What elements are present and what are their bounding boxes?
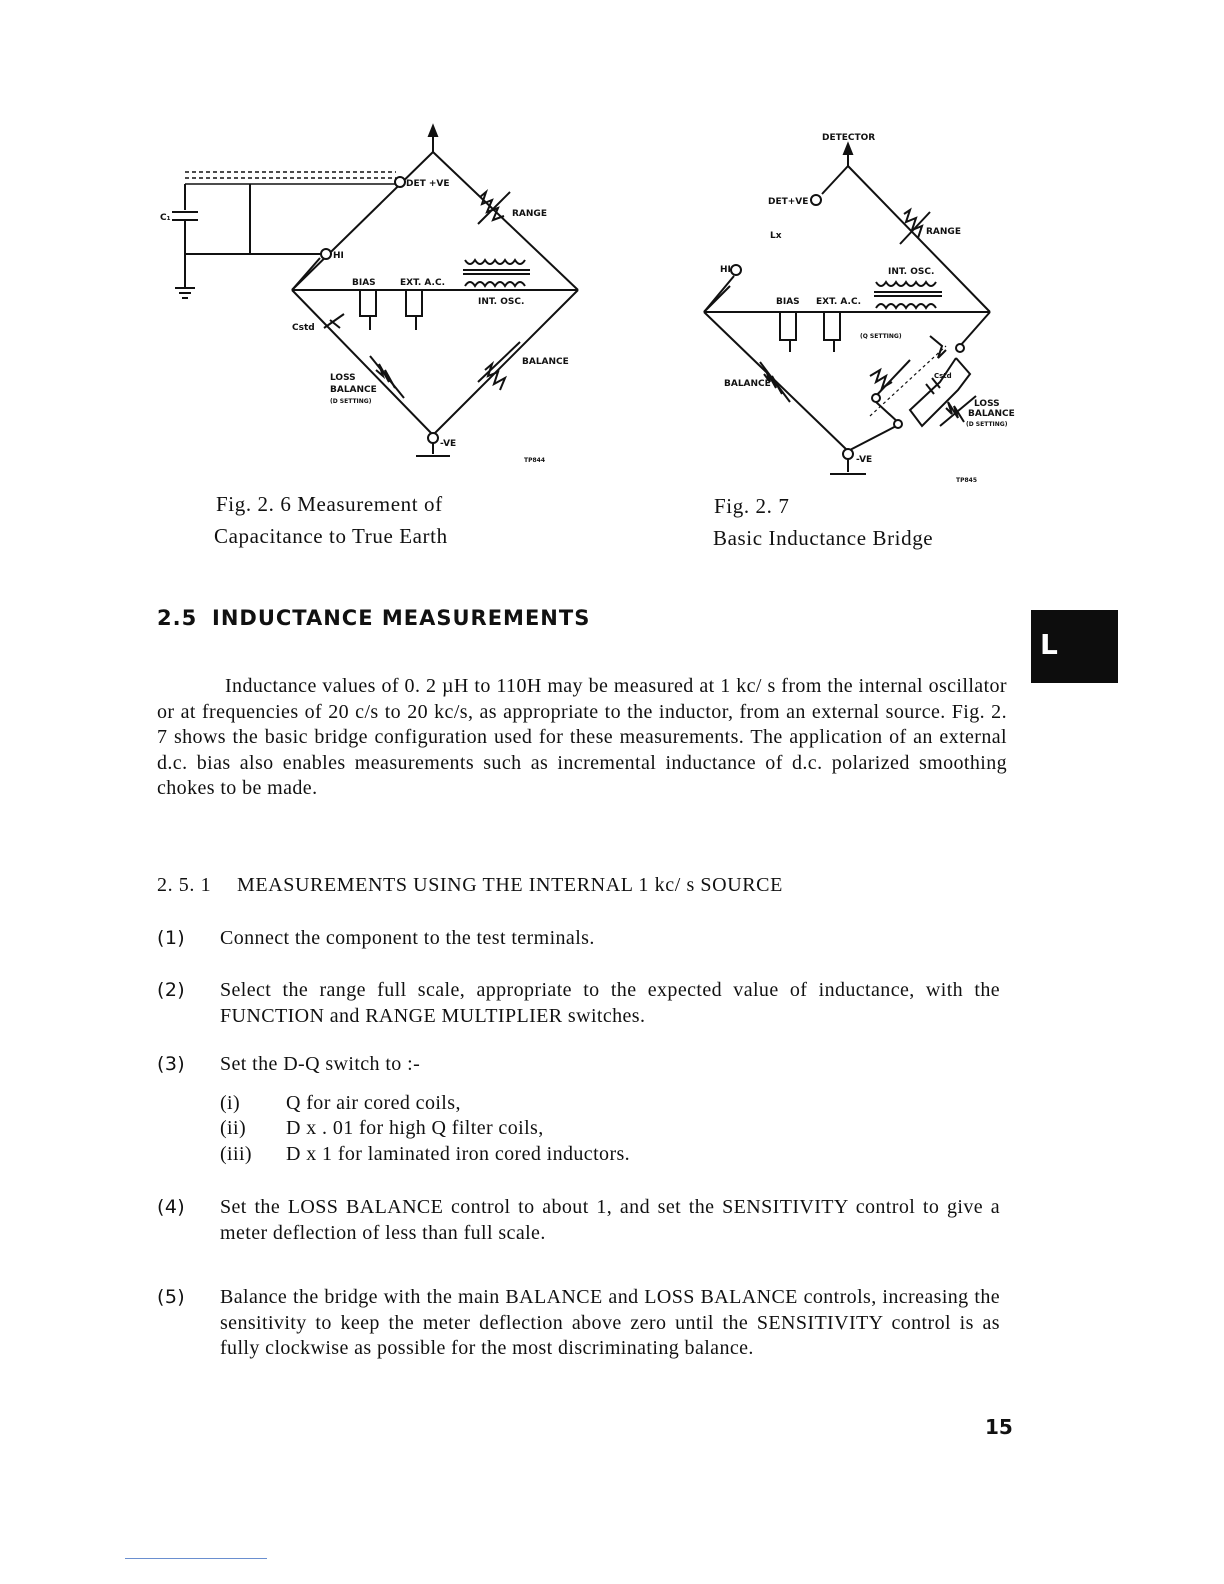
substep-text: Q for air cored coils, — [286, 1092, 461, 1114]
fig26-range-label: RANGE — [512, 209, 547, 219]
fig27-det-ve-label: DET+VE — [768, 197, 809, 207]
intro-paragraph: Inductance values of 0. 2 µH to 110H may be measured at 1 kc/ s from the internal oscillator or at frequencies of 20 c/s to 20 kc/s, as appropriate to the inductor, from an external source. Fig. 2. 7 shows the basic bridge configuration used for these measurements. The application of an external d.c. bias also enables measurements such as incremental inductance of d.c. polarized smoothing chokes to be made. — [157, 675, 1007, 800]
fig26-c1-label: C₁ — [160, 213, 171, 223]
step-2 — [157, 978, 1007, 1030]
fig26-d-setting-label: (D SETTING) — [330, 398, 372, 405]
fig26-int-osc-label: INT. OSC. — [478, 297, 525, 307]
subsection-heading — [157, 874, 783, 897]
step-text: Set the D-Q switch to :- — [220, 1053, 421, 1075]
substep-ii — [220, 1117, 544, 1140]
figure-2-7-diagram — [690, 126, 1030, 486]
fig27-loss-label: LOSS — [974, 399, 1000, 409]
step-number: (2) — [157, 979, 186, 1001]
fig26-caption-line2: Capacitance to True Earth — [214, 524, 448, 548]
step-number: (4) — [157, 1196, 186, 1218]
section-title: INDUCTANCE MEASUREMENTS — [212, 606, 591, 630]
step-text: Balance the bridge with the main BALANCE and LOSS BALANCE controls, increasing the sensitivity to keep the meter deflection above zero until the SENSITIVITY control is as fully clockwise as possible for the most discriminating balance. — [220, 1286, 1000, 1359]
fig27-loss-balance-label: BALANCE — [968, 409, 1015, 419]
step-text: Set the LOSS BALANCE control to about 1, and set the SENSITIVITY control to give a meter deflection of less than full scale. — [220, 1196, 1000, 1244]
fig27-ref-label: TP845 — [956, 477, 978, 484]
fig27-lx-label: Lx — [770, 231, 782, 241]
fig27-caption-line2: Basic Inductance Bridge — [713, 526, 934, 550]
substep-number: (iii) — [220, 1143, 252, 1165]
fig26-cstd-label: Cstd — [292, 323, 315, 333]
substep-i — [220, 1092, 461, 1115]
subsection-number: 2. 5. 1 — [157, 874, 212, 896]
section-number: 2.5 — [157, 606, 198, 630]
step-number: (1) — [157, 927, 186, 949]
step-1 — [157, 926, 1007, 952]
fig26-minus-ve-label: -VE — [440, 439, 457, 449]
figure-2-6-diagram — [160, 120, 600, 470]
fig26-bias-label: BIAS — [352, 278, 376, 288]
step-4 — [157, 1195, 1007, 1247]
fig26-caption-line1: Fig. 2. 6 Measurement of — [216, 492, 443, 516]
fig27-hi-label: HI — [720, 265, 731, 275]
fig27-int-osc-label: INT. OSC. — [888, 267, 935, 277]
step-text: Select the range full scale, appropriate to the expected value of inductance, with the FUNCTION and RANGE MULTIPLIER switches. — [220, 979, 1000, 1027]
step-number: (5) — [157, 1286, 186, 1308]
subsection-title: MEASUREMENTS USING THE INTERNAL 1 kc/ s SOURCE — [237, 874, 783, 896]
step-5 — [157, 1285, 1007, 1389]
section-tab-l — [1031, 610, 1118, 683]
fig27-cstd-label: Cstd — [934, 372, 952, 380]
fig27-ext-ac-label: EXT. A.C. — [816, 297, 861, 307]
substep-iii — [220, 1143, 630, 1166]
fig27-q-setting-label: (Q SETTING) — [860, 333, 902, 340]
section-heading — [157, 606, 590, 630]
fig26-ref-label: TP844 — [524, 457, 546, 464]
fig26-loss-balance-label: BALANCE — [330, 385, 377, 395]
fig26-loss-label: LOSS — [330, 373, 356, 383]
fig27-detector-label: DETECTOR — [822, 133, 876, 143]
step-3 — [157, 1052, 1007, 1078]
section-tab-letter: L — [1040, 628, 1058, 661]
step-text: Connect the component to the test terminals. — [220, 927, 595, 949]
fig26-hi-label: HI — [333, 251, 344, 261]
fig27-d-setting-label: (D SETTING) — [966, 421, 1008, 428]
fig26-balance-label: BALANCE — [522, 357, 569, 367]
fig27-minus-ve-label: -VE — [856, 455, 873, 465]
page-number: 15 — [985, 1415, 1013, 1439]
fig27-bias-label: BIAS — [776, 297, 800, 307]
substep-number: (ii) — [220, 1117, 247, 1139]
substep-text: D x 1 for laminated iron cored inductors. — [286, 1143, 631, 1165]
substep-number: (i) — [220, 1092, 241, 1114]
fig27-balance-label: BALANCE — [724, 379, 771, 389]
substep-text: D x . 01 for high Q filter coils, — [286, 1117, 544, 1139]
step-number: (3) — [157, 1053, 186, 1075]
fig27-range-label: RANGE — [926, 227, 961, 237]
fig26-det-ve-label: DET +VE — [406, 179, 450, 189]
fig27-caption-line1: Fig. 2. 7 — [714, 494, 790, 518]
footer-rule — [125, 1558, 267, 1559]
fig26-ext-ac-label: EXT. A.C. — [400, 278, 445, 288]
